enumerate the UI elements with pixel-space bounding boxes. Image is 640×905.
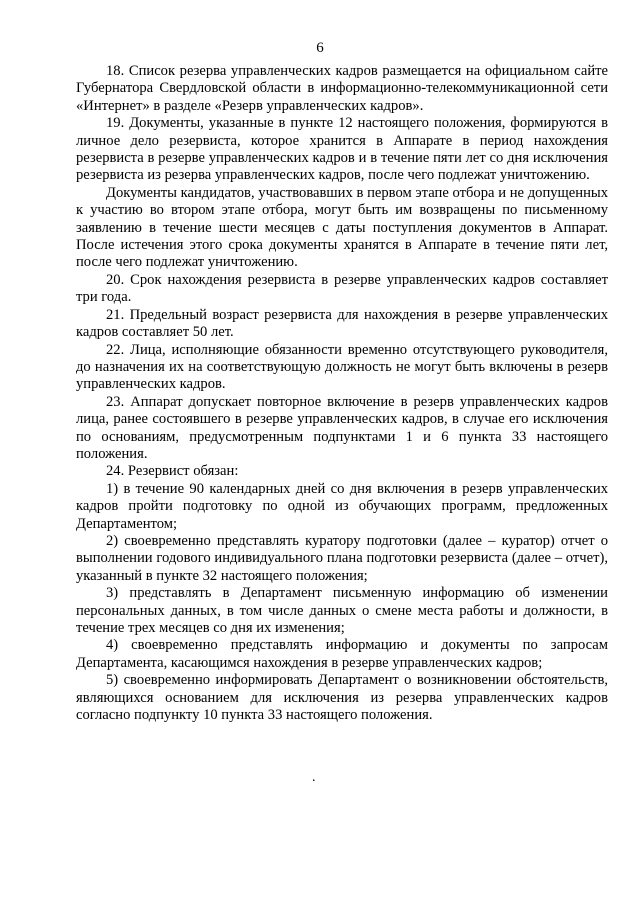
paragraph-23: 23. Аппарат допускает повторное включение в резерв управленческих кадров лица, ранее состоявшего в резерве управленческих кадров, в случае его исключения по основаниям, предусмотренным подпунктами 1 и 6 пункта 33 настоящего положения. (76, 393, 608, 462)
paragraph-24: 24. Резервист обязан: (106, 463, 239, 480)
paragraph-20: 20. Срок нахождения резервиста в резерве управленческих кадров составляет три года. (76, 271, 608, 306)
page-number: 6 (316, 40, 324, 56)
paragraph-19: 19. Документы, указанные в пункте 12 настоящего положения, формируются в личное дело резервиста, которое хранится в Аппарате в период нахождения резервиста в резерве управленческих кадров и в течение пяти лет со дня исключения резервиста из резерва управленческих кадров, после чего подлежат уничтожению. (76, 115, 608, 184)
subitem-24-1: 1) в течение 90 календарных дней со дня включения в резерв управленческих кадров пройти подготовку по одной из обучающих программ, предложенных Департаментом; (76, 480, 608, 532)
paragraph-22: 22. Лица, исполняющие обязанности временно отсутствующего руководителя, до назначения их на соответствующую должность не могут быть включены в резерв управленческих кадров. (76, 341, 608, 393)
document-body (76, 63, 608, 724)
stray-dot-mark: . (312, 770, 316, 785)
paragraph-21: 21. Предельный возраст резервиста для нахождения в резерве управленческих кадров составляет 50 лет. (76, 306, 608, 341)
paragraph-18: 18. Список резерва управленческих кадров размещается на официальном сайте Губернатора Свердловской области в информационно-телекоммуникационной сети «Интернет» в разделе «Резерв управленческих кадров». (76, 63, 608, 114)
subitem-24-4: 4) своевременно представлять информацию и документы по запросам Департамента, касающимся нахождения в резерве управленческих кадров; (76, 637, 608, 671)
paragraph-19-documents: Документы кандидатов, участвовавших в первом этапе отбора и не допущенных к участию во втором этапе отбора, могут быть им возвращены по письменному заявлению в течение шести месяцев с даты поступления документов в Аппарат. После истечения этого срока документы хранятся в Аппарате в течение пяти лет, после чего подлежат уничтожению. (76, 184, 608, 271)
subitem-24-2: 2) своевременно представлять куратору подготовки (далее – куратор) отчет о выполнении годового индивидуального плана подготовки резервиста (далее – отчет), указанный в пункте 32 настоящего положения; (76, 532, 608, 584)
subitem-24-3: 3) представлять в Департамент письменную информацию об изменении персональных данных, в том числе данных о смене места работы и должности, в течение трех месяцев со дня их изменения; (76, 585, 608, 636)
subitem-24-5: 5) своевременно информировать Департамент о возникновении обстоятельств, являющихся основанием для исключения из резерва управленческих кадров согласно подпункту 10 пункта 33 настоящего положения. (76, 672, 608, 724)
